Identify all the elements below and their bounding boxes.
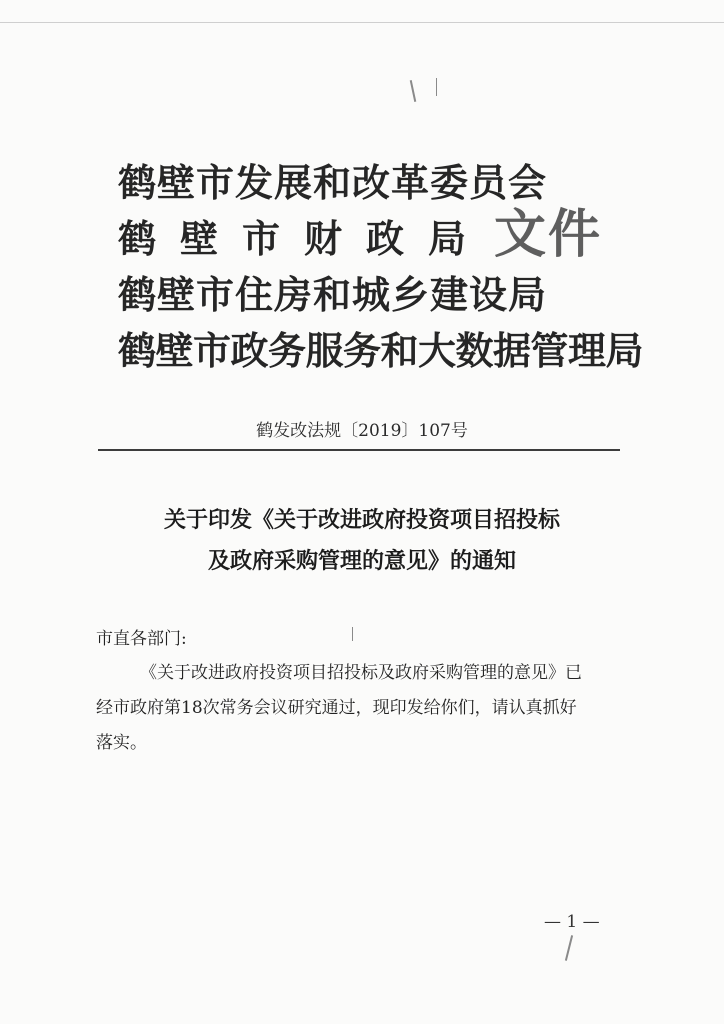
- issuer-housing-construction: 鹤壁市住房和城乡建设局: [118, 272, 548, 317]
- document-title-line-2: 及政府采购管理的意见》的通知: [207, 548, 516, 574]
- scan-mark: [565, 935, 573, 961]
- body-text-line-3: 落实。: [96, 733, 147, 753]
- salutation: 市直各部门:: [96, 629, 187, 649]
- scan-mark: [352, 627, 353, 641]
- page-number: — 1 —: [544, 912, 600, 932]
- issuer-development-reform: 鹤壁市发展和改革委员会: [118, 160, 548, 205]
- header-separator-line: [98, 449, 620, 451]
- scan-edge: [0, 22, 724, 23]
- issuer-government-services-bigdata: 鹤壁市政务服务和大数据管理局: [118, 328, 644, 373]
- body-text-line-1: 《关于改进政府投资项目招投标及政府采购管理的意见》已: [140, 663, 582, 683]
- scan-mark: [436, 78, 437, 96]
- body-text-line-2: 经市政府第18次常务会议研究通过，现印发给你们，请认真抓好: [96, 698, 577, 718]
- document-title-line-1: 关于印发《关于改进政府投资项目招投标: [163, 507, 560, 533]
- scan-mark: [410, 80, 417, 102]
- document-number: 鹤发改法规〔2019〕107号: [256, 421, 468, 441]
- issuer-finance-bureau: 鹤壁市财政局: [118, 216, 491, 261]
- document-header-suffix: 文件: [494, 204, 603, 265]
